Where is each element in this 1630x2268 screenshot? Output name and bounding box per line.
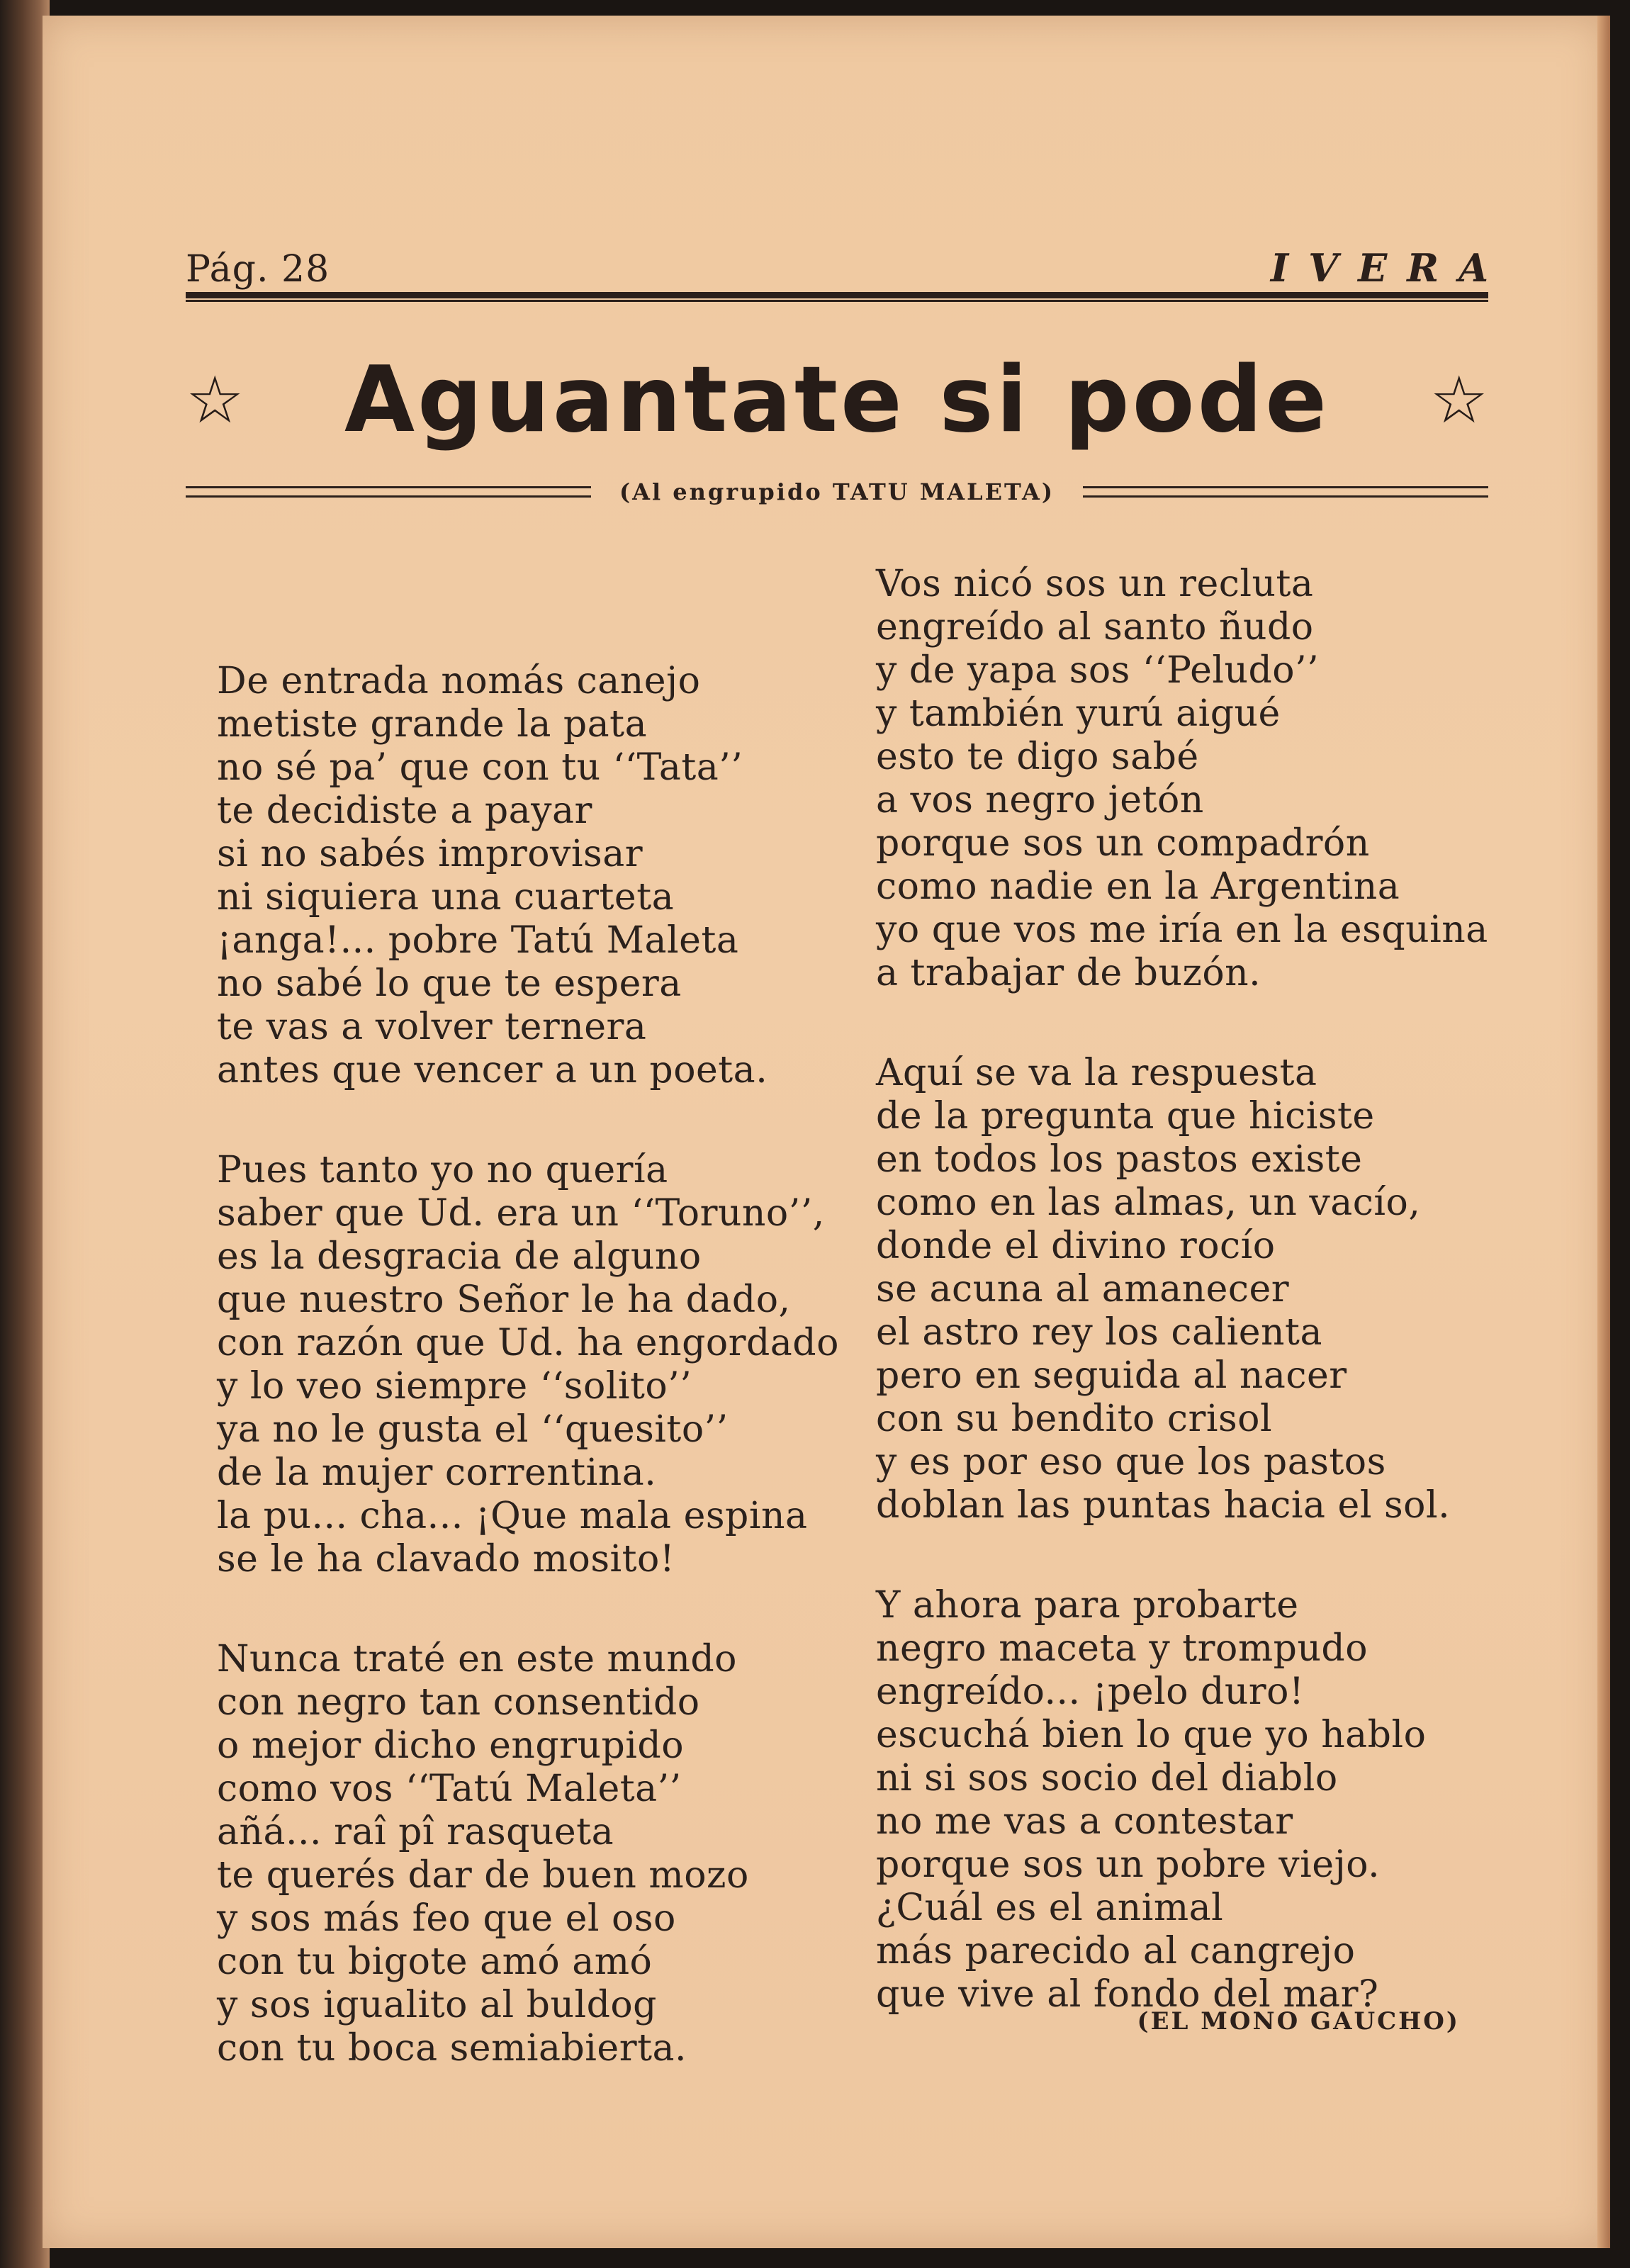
verse-line: el astro rey los calienta [876,1311,1322,1354]
verse-line: engreído... ¡pelo duro! [876,1671,1305,1713]
verse-line: escuchá bien lo que yo hablo [876,1714,1427,1756]
verse-line: se le ha clavado mosito! [217,1538,675,1581]
left-column [217,660,855,2070]
verse-line: y es por eso que los pastos [876,1441,1386,1483]
verse-line: y de yapa sos ‘‘Peludo’’ [876,649,1320,692]
star-icon-right: ☆ [1429,362,1488,438]
verse-line: engreído al santo ñudo [876,606,1314,649]
verse-line: como nadie en la Argentina [876,865,1400,908]
verse-line: con su bendito crisol [876,1398,1273,1440]
verse-line: con tu bigote amó amó [217,1941,653,1983]
verse-line: De entrada nomás canejo [217,660,701,702]
verse-line: Aquí se va la respuesta [876,1052,1317,1094]
verse-line: saber que Ud. era un ‘‘Toruno’’, [217,1192,825,1235]
verse-line: negro maceta y trompudo [876,1627,1368,1670]
poem-title: Aguantate si pode [344,347,1330,453]
double-rule-right [1083,486,1488,498]
stanza [217,660,855,1092]
verse-line: Pues tanto yo no quería [217,1149,668,1191]
verse-line: y también yurú aigué [876,692,1281,735]
double-rule-left [186,486,591,498]
page-edge [1597,16,1610,2248]
verse-line: te querés dar de buen mozo [217,1854,749,1897]
verse-line: Vos nicó sos un recluta [876,563,1314,605]
verse-line: que nuestro Señor le ha dado, [217,1279,791,1321]
verse-line: y sos más feo que el oso [217,1897,676,1940]
header-rule [186,292,1488,302]
verse-line: añá... raî pî rasqueta [217,1811,614,1853]
verse-line: y sos igualito al buldog [217,1984,657,2026]
verse-line: con tu boca semiabierta. [217,2027,687,2070]
verse-line: se acuna al amanecer [876,1268,1290,1310]
page-number: Pág. 28 [186,248,330,291]
verse-line: donde el divino rocío [876,1225,1276,1267]
verse-line: más parecido al cangrejo [876,1930,1356,1972]
verse-line: de la pregunta que hiciste [876,1095,1375,1138]
verse-line: si no sabés improvisar [217,833,643,875]
stanza [217,1149,855,1581]
verse-line: como en las almas, un vacío, [876,1181,1421,1224]
verse-line: te decidiste a payar [217,790,592,832]
verse-line: no me vas a contestar [876,1800,1293,1843]
verse-line: y lo veo siempre ‘‘solito’’ [217,1365,692,1408]
verse-line: pero en seguida al nacer [876,1354,1347,1397]
verse-line: como vos ‘‘Tatú Maleta’’ [217,1768,682,1810]
verse-line: metiste grande la pata [217,703,648,746]
stanza [217,1638,855,2070]
verse-line: con negro tan consentido [217,1681,700,1724]
verse-line: ni siquiera una cuarteta [217,876,675,919]
verse-line: que vive al fondo del mar? [876,1973,1379,2016]
verse-line: doblan las puntas hacia el sol. [876,1484,1451,1527]
verse-line: ya no le gusta el ‘‘quesito’’ [217,1408,729,1451]
dedication: (Al engrupido TATU MALETA) [619,478,1055,505]
stanza [876,563,1514,995]
verse-line: es la desgracia de alguno [217,1235,702,1278]
verse-line: esto te digo sabé [876,736,1199,778]
verse-line: en todos los pastos existe [876,1138,1363,1181]
signature: (EL MONO GAUCHO) [1137,2007,1460,2036]
magazine-name: IVERA [1270,245,1508,291]
verse-line: Y ahora para probarte [876,1584,1299,1627]
verse-line: yo que vos me iría en la esquina [876,909,1488,951]
verse-line: ni si sos socio del diablo [876,1757,1338,1800]
verse-line: no sabé lo que te espera [217,962,682,1005]
stanza [876,1052,1514,1527]
verse-line: con razón que Ud. ha engordado [217,1322,839,1364]
verse-line: a trabajar de buzón. [876,952,1261,994]
verse-line: antes que vencer a un poeta. [217,1049,768,1091]
verse-line: no sé pa’ que con tu ‘‘Tata’’ [217,746,743,789]
verse-line: te vas a volver ternera [217,1006,647,1048]
star-icon-left: ☆ [186,362,244,438]
verse-line: o mejor dicho engrupido [217,1724,685,1767]
verse-line: la pu... cha... ¡Que mala espina [217,1495,808,1537]
title-row [186,340,1488,461]
verse-line: ¿Cuál es el animal [876,1887,1224,1929]
stanza [876,1584,1514,2016]
dedication-row [186,476,1488,507]
verse-line: a vos negro jetón [876,779,1204,821]
verse-line: Nunca traté en este mundo [217,1638,737,1680]
page-header [186,241,1508,291]
verse-line: porque sos un compadrón [876,822,1370,865]
verse-line: ¡anga!... pobre Tatú Maleta [217,919,739,962]
verse-line: porque sos un pobre viejo. [876,1843,1381,1886]
verse-line: de la mujer correntina. [217,1452,657,1494]
right-column [876,563,1514,2016]
